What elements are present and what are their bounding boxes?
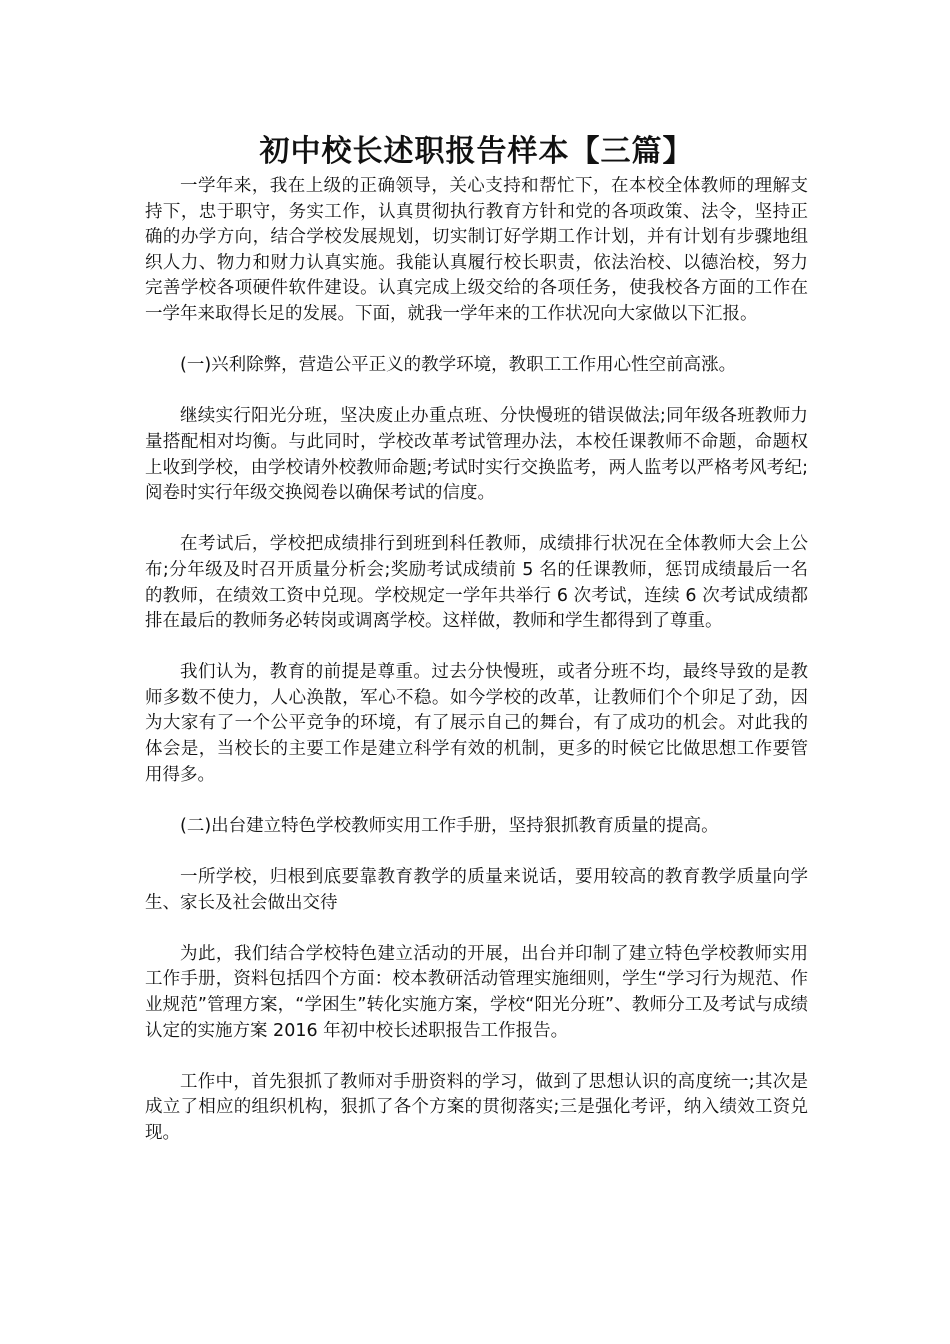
paragraph-respect: 我们认为，教育的前提是尊重。过去分快慢班，或者分班不均，最终导致的是教师多数不使力，人心涣散，军心不稳。如今学校的改革，让教师们个个卯足了劲，因为大家有了一个公平竞争的环境，有了展示自己的舞台，有了成功的机会。对此我的体会是，当校长的主要工作是建立科学有效的机制，更多的时候它比做思想工作要管用得多。	[145, 662, 808, 785]
paragraph-intro: 一学年来，我在上级的正确领导，关心支持和帮忙下，在本校全体教师的理解支持下，忠于职守，务实工作，认真贯彻执行教育方针和党的各项政策、法令，坚持正确的办学方向，结合学校发展规划，切实制订好学期工作计划，并有计划有步骤地组织人力、物力和财力认真实施。我能认真履行校长职责，依法治校、以德治校，努力完善学校各项硬件软件建设。认真完成上级交给的各项任务，使我校各方面的工作在一学年来取得长足的发展。下面，就我一学年来的工作状况向大家做以下汇报。	[145, 176, 808, 324]
document-title: 初中校长述职报告样本【三篇】	[259, 134, 694, 169]
section-heading-2: (二)出台建立特色学校教师实用工作手册，坚持狠抓教育质量的提高。	[180, 815, 719, 836]
section-heading-1: (一)兴利除弊，营造公平正义的教学环境，教职工工作用心性空前高涨。	[180, 355, 737, 376]
paragraph-exam-ranking: 在考试后，学校把成绩排行到班到科任教师，成绩排行状况在全体教师大会上公布;分年级及时召开质量分析会;奖励考试成绩前 5 名的任课教师，惩罚成绩最后一名的教师，在绩效工资中兑现。学校规定一学年共举行 6 次考试，连续 6 次考试成绩都排在最后的教师务必转岗或调离学校。这样做，教师和学生都得到了尊重。	[145, 534, 808, 632]
paragraph-implementation: 工作中，首先狠抓了教师对手册资料的学习，做到了思想认识的高度统一;其次是成立了相应的组织机构，狠抓了各个方案的贯彻落实;三是强化考评，纳入绩效工资兑现。	[145, 1071, 808, 1143]
paragraph-sunshine-classes: 继续实行阳光分班，坚决废止办重点班、分快慢班的错误做法;同年级各班教师力量搭配相对均衡。与此同时，学校改革考试管理办法，本校任课教师不命题，命题权上收到学校，由学校请外校教师命题;考试时实行交换监考，两人监考以严格考风考纪;阅卷时实行年级交换阅卷以确保考试的信度。	[145, 406, 808, 504]
document-page	[145, 130, 808, 1147]
paragraph-quality: 一所学校，归根到底要靠教育教学的质量来说话，要用较高的教育教学质量向学生、家长及社会做出交待	[145, 867, 808, 913]
paragraph-handbook: 为此，我们结合学校特色建立活动的开展，出台并印制了建立特色学校教师实用工作手册，资料包括四个方面：校本教研活动管理实施细则，学生“学习行为规范、作业规范”管理方案，“学困生”转化实施方案，学校“阳光分班”、教师分工及考试与成绩认定的实施方案 2016 年初中校长述职报告工作报告。	[145, 943, 808, 1041]
